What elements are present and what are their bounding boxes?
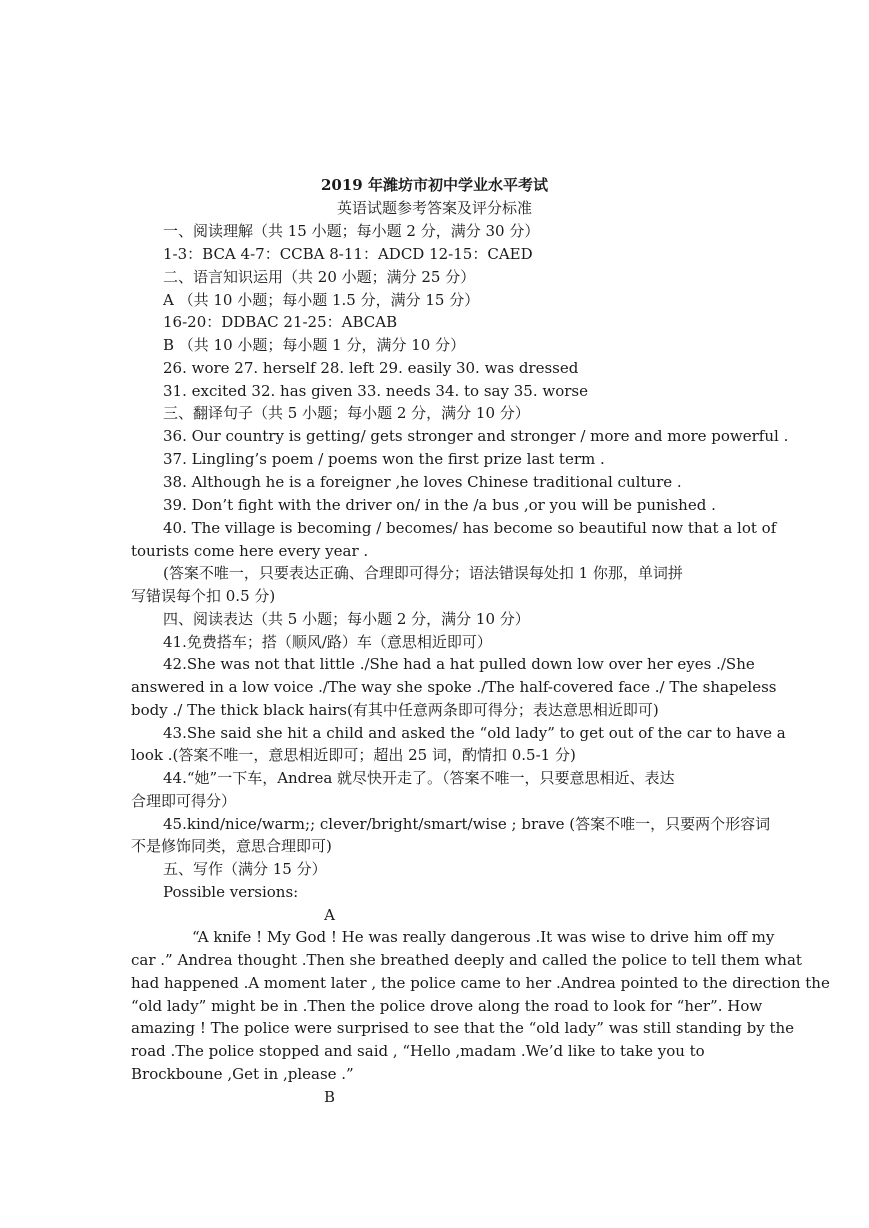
answer-line: body ./ The thick black hairs(有其中任意两条即可得分；表达意思相近即可) [131,701,659,719]
essay-line: “A knife ! My God ! He was really dangerous .It was wise to drive him off my [192,928,775,946]
answer-line: 合理即可得分） [131,792,237,810]
answer-line: 36. Our country is getting/ gets stronger and stronger / more and more powerful . [163,427,789,445]
doc-title: 2019 年潍坊市初中学业水平考试 [321,176,548,194]
subsection-heading: A （共 10 小题；每小题 1.5 分，满分 15 分） [163,291,480,309]
essay-line: had happened .A moment later , the police came to her .Andrea pointed to the direction the [131,974,830,992]
answer-line: 16-20：DDBAC 21-25：ABCAB [163,313,398,331]
answer-line: 1-3：BCA 4-7：CCBA 8-11：ADCD 12-15：CAED [163,245,533,263]
doc-subtitle: 英语试题参考答案及评分标准 [336,199,532,217]
answer-line: tourists come here every year . [131,542,369,560]
note-line: (答案不唯一，只要表达正确、合理即可得分；语法错误每处扣 1 你那，单词拼 [163,564,683,582]
answer-line: 31. excited 32. has given 33. needs 34. to say 35. worse [163,382,588,400]
subsection-heading: B （共 10 小题；每小题 1 分，满分 10 分） [163,336,466,354]
answer-line: 41.免费搭车；搭（顺风/路）车（意思相近即可） [163,633,492,651]
version-label: B [323,1088,336,1106]
answer-line: 不是修饰同类，意思合理即可) [131,837,332,855]
section-heading: 一、阅读理解（共 15 小题；每小题 2 分，满分 30 分） [163,222,540,240]
answer-line: 37. Lingling’s poem / poems won the first prize last term . [163,450,605,468]
answer-line: answered in a low voice ./The way she spoke ./The half-covered face ./ The shapeless [131,678,777,696]
essay-line: “old lady” might be in .Then the police drove along the road to look for “her”. How [131,997,763,1015]
section-heading: 三、翻译句子（共 5 小题；每小题 2 分，满分 10 分） [163,404,530,422]
text-line: Possible versions: [163,883,299,901]
answer-line: 45.kind/nice/warm;; clever/bright/smart/wise ; brave (答案不唯一，只要两个形容词 [163,815,771,833]
answer-line: 40. The village is becoming / becomes/ has become so beautiful now that a lot of [163,519,777,537]
essay-line: road .The police stopped and said , “Hello ,madam .We’d like to take you to [131,1042,705,1060]
answer-line: 38. Although he is a foreigner ,he loves Chinese traditional culture . [163,473,682,491]
note-line: 写错误每个扣 0.5 分) [131,587,276,605]
answer-line: 44.“她”一下车，Andrea 就尽快开走了。（答案不唯一，只要意思相近、表达 [163,769,675,787]
answer-line: 39. Don’t fight with the driver on/ in the /a bus ,or you will be punished . [163,496,716,514]
section-heading: 二、语言知识运用（共 20 小题；满分 25 分） [163,268,476,286]
version-label: A [324,906,335,924]
answer-line: 42.She was not that little ./She had a hat pulled down low over her eyes ./She [163,655,755,673]
answer-line: 26. wore 27. herself 28. left 29. easily 30. was dressed [163,359,579,377]
essay-line: amazing ! The police were surprised to see that the “old lady” was still standing by the [131,1019,795,1037]
answer-line: look .(答案不唯一，意思相近即可；超出 25 词，酌情扣 0.5-1 分) [131,746,576,764]
section-heading: 四、阅读表达（共 5 小题；每小题 2 分，满分 10 分） [163,610,530,628]
section-heading: 五、写作（满分 15 分） [163,860,327,878]
essay-line: Brockboune ,Get in ,please .” [131,1065,354,1083]
essay-line: car .” Andrea thought .Then she breathed deeply and called the police to tell them what [131,951,802,969]
answer-line: 43.She said she hit a child and asked the “old lady” to get out of the car to have a [163,724,786,742]
